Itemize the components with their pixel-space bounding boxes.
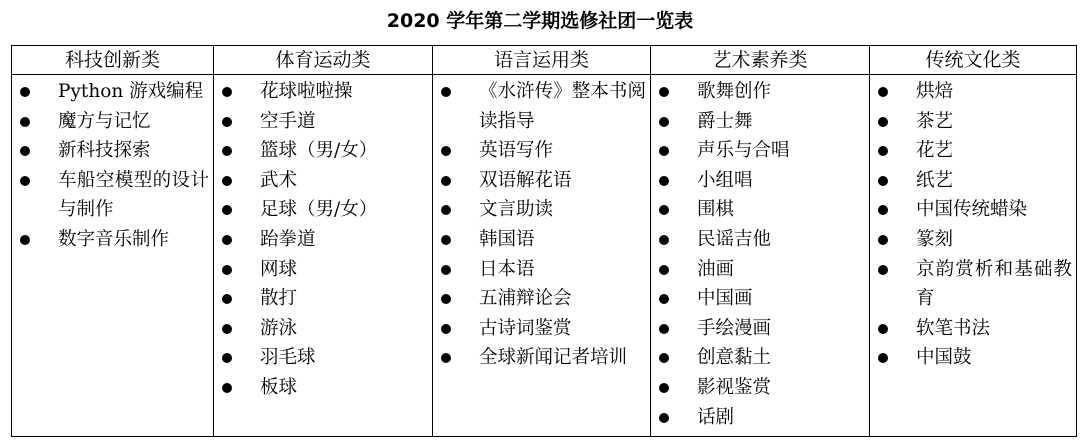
club-name: 中国画 xyxy=(697,288,753,310)
club-name: 数字音乐制作 xyxy=(58,228,170,250)
club-name: 京韵赏析和基础教育 xyxy=(916,258,1072,310)
club-name: 烘焙 xyxy=(916,81,954,102)
club-name: 小组唱 xyxy=(697,169,753,191)
club-item xyxy=(218,107,428,137)
club-name: 篮球（男/女） xyxy=(260,140,378,162)
bullet-icon xyxy=(441,87,451,97)
club-name: 茶艺 xyxy=(916,110,954,132)
bullet-icon xyxy=(441,235,451,245)
bullet-icon xyxy=(659,324,669,334)
club-item xyxy=(218,166,428,196)
bullet-icon xyxy=(659,265,669,275)
bullet-icon xyxy=(222,117,232,127)
bullet-icon xyxy=(20,87,30,97)
club-name: 空手道 xyxy=(260,110,316,132)
bullet-icon xyxy=(441,324,451,334)
club-item xyxy=(437,136,646,166)
club-item xyxy=(218,284,428,314)
bullet-icon xyxy=(659,87,669,97)
club-item xyxy=(437,314,646,344)
bullet-icon xyxy=(878,87,888,97)
club-name: 韩国语 xyxy=(479,228,535,250)
bullet-icon xyxy=(878,146,888,156)
column-header: 体育运动类 xyxy=(214,46,433,75)
club-name: 歌舞创作 xyxy=(697,81,772,102)
club-name: 文言助读 xyxy=(479,199,554,221)
club-name: 《水浒传》整本书阅读指导 xyxy=(479,81,646,132)
bullet-icon xyxy=(441,294,451,304)
bullet-icon xyxy=(222,87,232,97)
category-cell xyxy=(870,75,1077,437)
column-header: 语言运用类 xyxy=(433,46,651,75)
club-name: 五浦辩论会 xyxy=(479,288,572,310)
bullet-icon xyxy=(222,265,232,275)
club-item xyxy=(655,373,865,403)
club-item xyxy=(437,77,646,136)
club-name: 花艺 xyxy=(916,140,954,162)
club-name: 影视鉴赏 xyxy=(697,376,772,398)
club-name: 双语解花语 xyxy=(479,169,572,191)
club-table xyxy=(11,45,1077,437)
bullet-icon xyxy=(441,176,451,186)
bullet-icon xyxy=(222,235,232,245)
club-name: 全球新闻记者培训 xyxy=(479,347,628,369)
bullet-icon xyxy=(441,146,451,156)
bullet-icon xyxy=(659,176,669,186)
club-item xyxy=(218,343,428,373)
bullet-icon xyxy=(659,117,669,127)
column-header: 传统文化类 xyxy=(870,46,1077,75)
bullet-icon xyxy=(441,353,451,363)
club-item xyxy=(874,195,1072,225)
category-cell xyxy=(433,75,651,437)
club-item xyxy=(874,314,1072,344)
club-item xyxy=(655,403,865,433)
club-item xyxy=(218,136,428,166)
club-name: 新科技探索 xyxy=(58,140,151,162)
bullet-icon xyxy=(222,176,232,186)
club-item xyxy=(655,314,865,344)
club-name: 中国鼓 xyxy=(916,347,972,369)
bullet-icon xyxy=(878,324,888,334)
bullet-icon xyxy=(659,294,669,304)
bullet-icon xyxy=(659,235,669,245)
club-name: 创意黏土 xyxy=(697,347,772,369)
column-header: 艺术素养类 xyxy=(651,46,870,75)
bullet-icon xyxy=(659,383,669,393)
bullet-icon xyxy=(441,265,451,275)
club-item xyxy=(874,343,1072,373)
club-name: 篆刻 xyxy=(916,228,954,250)
club-item xyxy=(655,343,865,373)
club-name: 纸艺 xyxy=(916,169,954,191)
club-name: 魔方与记忆 xyxy=(58,110,151,132)
club-name: 古诗词鉴赏 xyxy=(479,317,572,339)
category-cell xyxy=(651,75,870,437)
club-name: 散打 xyxy=(260,288,298,310)
club-item xyxy=(437,343,646,373)
bullet-icon xyxy=(441,205,451,215)
bullet-icon xyxy=(20,146,30,156)
club-item xyxy=(655,284,865,314)
club-item xyxy=(437,195,646,225)
column-header: 科技创新类 xyxy=(12,46,214,75)
club-item xyxy=(655,136,865,166)
bullet-icon xyxy=(20,117,30,127)
club-list xyxy=(651,75,869,432)
club-name: 板球 xyxy=(260,376,298,398)
bullet-icon xyxy=(878,235,888,245)
club-item xyxy=(874,77,1072,107)
club-item xyxy=(874,107,1072,137)
club-name: 声乐与合唱 xyxy=(697,140,790,162)
club-name: 爵士舞 xyxy=(697,110,753,132)
bullet-icon xyxy=(878,176,888,186)
club-item xyxy=(655,166,865,196)
club-item xyxy=(874,166,1072,196)
club-name: 花球啦啦操 xyxy=(260,81,353,102)
club-name: 软笔书法 xyxy=(916,317,991,339)
club-item xyxy=(218,255,428,285)
club-item xyxy=(16,166,209,225)
club-name: 中国传统蜡染 xyxy=(916,199,1028,221)
club-name: 网球 xyxy=(260,258,298,280)
bullet-icon xyxy=(222,353,232,363)
bullet-icon xyxy=(20,176,30,186)
club-item xyxy=(655,255,865,285)
bullet-icon xyxy=(659,353,669,363)
club-name: 跆拳道 xyxy=(260,228,316,250)
club-name: 英语写作 xyxy=(479,140,554,162)
bullet-icon xyxy=(222,294,232,304)
club-item xyxy=(655,225,865,255)
club-item xyxy=(218,77,428,107)
club-name: 手绘漫画 xyxy=(697,317,772,339)
bullet-icon xyxy=(222,146,232,156)
club-name: 围棋 xyxy=(697,199,735,221)
bullet-icon xyxy=(222,205,232,215)
club-item xyxy=(874,255,1072,314)
club-item xyxy=(437,225,646,255)
club-name: 游泳 xyxy=(260,317,298,339)
bullet-icon xyxy=(222,383,232,393)
club-item xyxy=(218,195,428,225)
club-item xyxy=(655,195,865,225)
category-cell xyxy=(214,75,433,437)
club-name: 车船空模型的设计与制作 xyxy=(58,169,209,221)
club-item xyxy=(655,77,865,107)
table-header-row xyxy=(12,46,1077,75)
category-cell xyxy=(12,75,214,437)
club-item xyxy=(16,225,209,255)
bullet-icon xyxy=(659,205,669,215)
club-name: Python 游戏编程 xyxy=(58,81,204,102)
bullet-icon xyxy=(20,235,30,245)
bullet-icon xyxy=(878,117,888,127)
bullet-icon xyxy=(222,324,232,334)
club-item xyxy=(16,107,209,137)
club-name: 油画 xyxy=(697,258,735,280)
bullet-icon xyxy=(878,265,888,275)
club-item xyxy=(16,77,209,107)
bullet-icon xyxy=(878,205,888,215)
bullet-icon xyxy=(659,146,669,156)
club-item xyxy=(218,314,428,344)
club-list xyxy=(870,75,1076,373)
club-name: 足球（男/女） xyxy=(260,199,378,221)
bullet-icon xyxy=(878,353,888,363)
club-item xyxy=(874,225,1072,255)
club-item xyxy=(437,255,646,285)
document-title: 2020 学年第二学期选修社团一览表 xyxy=(386,10,694,32)
club-name: 日本语 xyxy=(479,258,535,280)
club-list xyxy=(214,75,432,403)
club-name: 民谣吉他 xyxy=(697,228,772,250)
club-item xyxy=(16,136,209,166)
club-name: 话剧 xyxy=(697,406,735,428)
club-list xyxy=(433,75,650,373)
club-item xyxy=(218,373,428,403)
club-list xyxy=(12,75,213,255)
club-item xyxy=(218,225,428,255)
club-item xyxy=(437,284,646,314)
bullet-icon xyxy=(659,413,669,423)
club-name: 武术 xyxy=(260,169,298,191)
table-body-row xyxy=(12,75,1077,437)
club-item xyxy=(655,107,865,137)
club-item xyxy=(874,136,1072,166)
club-name: 羽毛球 xyxy=(260,347,316,369)
club-item xyxy=(437,166,646,196)
